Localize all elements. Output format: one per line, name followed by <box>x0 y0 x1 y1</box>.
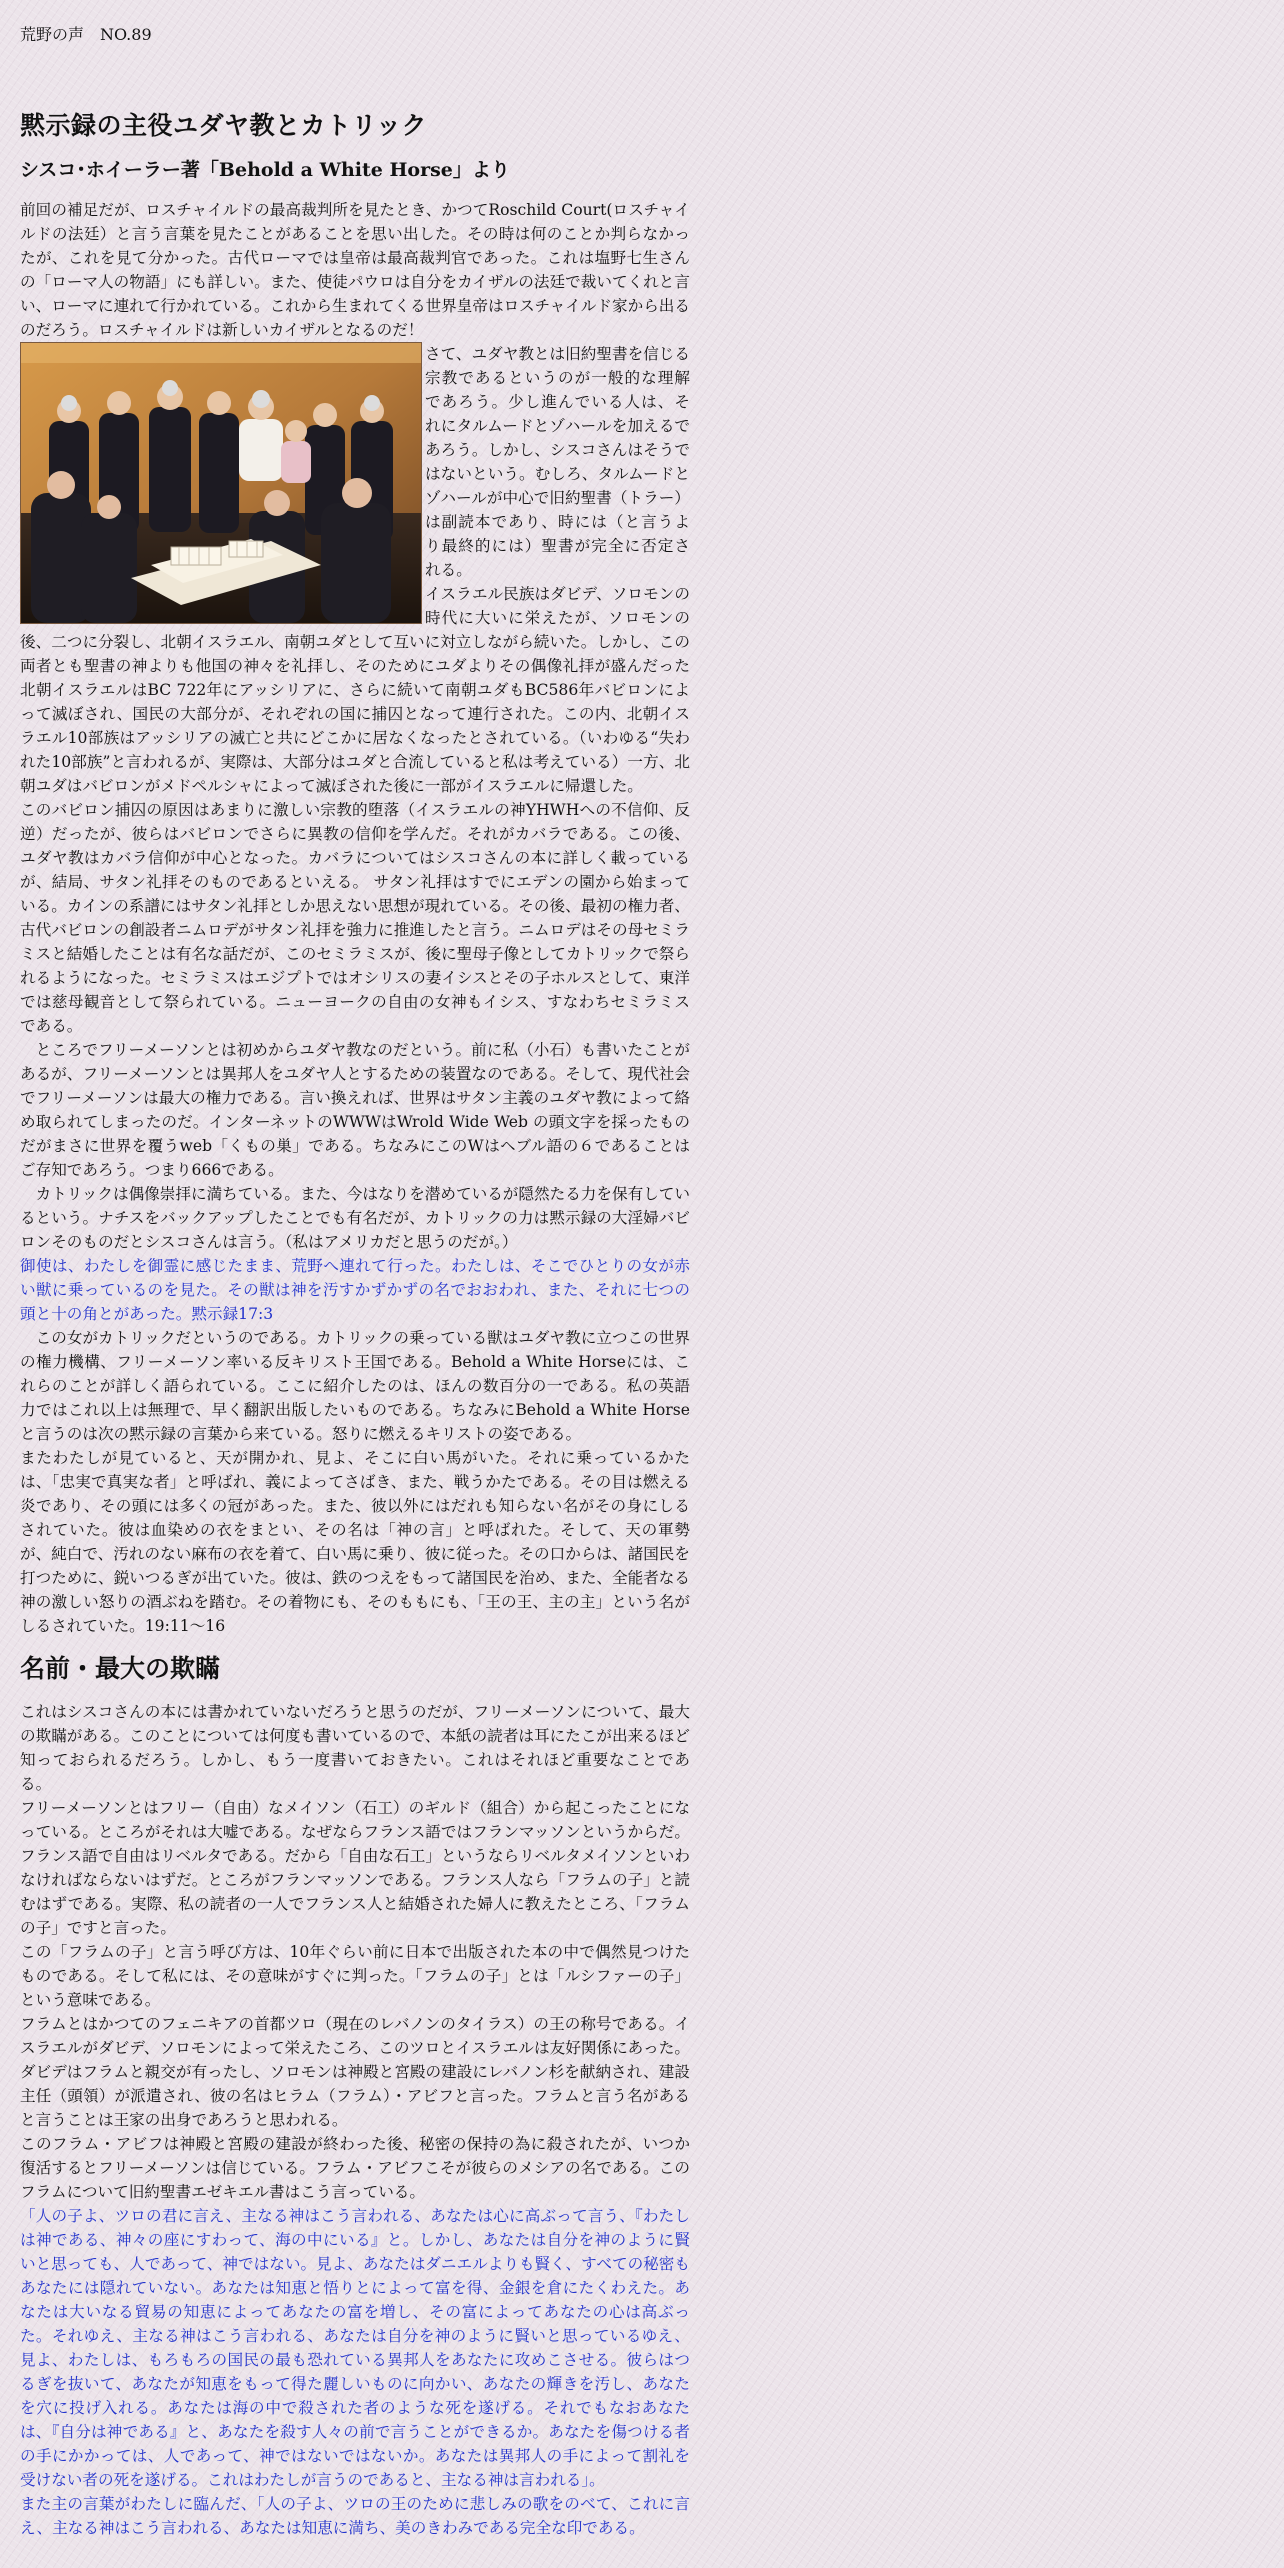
paragraph: 前回の補足だが、ロスチャイルドの最高裁判所を見たとき、かつてRoschild Court(ロスチャイルドの法廷）と言う言葉を見たことがあることを思い出した。その時は何のことか判らなかったが、これを見て分かった。古代ローマでは皇帝は最高裁判官であった。これは塩野七生さんの「ローマ人の物語」にも詳しい。また、使徒パウロは自分をカイザルの法廷で裁いてくれと言い、ローマに連れて行かれている。これから生まれてくる世界皇帝はロスチャイルド家から出るのだろう。ロスチャイルドは新しいカイザルとなるのだ！ <box>20 201 690 339</box>
scripture-quote: また主の言葉がわたしに臨んだ、「人の子よ、ツロの王のために悲しみの歌をのべて、これに言え、主なる神はこう言われる、あなたは知恵に満ち、美のきわみである完全な印である。 <box>20 2495 690 2537</box>
paragraph: ところでフリーメーソンとは初めからユダヤ教なのだという。前に私（小石）も書いたことがあるが、フリーメーソンとは異邦人をユダヤ人とするための装置なのである。そして、現代社会でフリーメーソンは最大の権力である。言い換えれば、世界はサタン主義のユダヤ教によって絡め取られてしまったのだ。インターネットのWWWはWrold Wide Web の頭文字を採ったものだがまさに世界を覆うweb「くもの巣」である。ちなみにこのWはヘブル語の６であることはご存知であろう。つまり666である。 <box>20 1041 690 1179</box>
paragraph: フラムとはかつてのフェニキアの首都ツロ（現在のレバノンのタイラス）の王の称号である。イスラエルがダビデ、ソロモンによって栄えたころ、このツロとイスラエルは友好関係にあった。ダビデはフラムと親交が有ったし、ソロモンは神殿と宮殿の建設にレバノン杉を献納され、建設主任（頭領）が派遣され、彼の名はヒラム（フラム）・アビフと言った。フラムと言う名があると言うことは王家の出身であろうと思われる。 <box>20 2015 690 2129</box>
meeting-photo-image <box>21 343 421 623</box>
scripture-quote: 「人の子よ、ツロの君に言え、主なる神はこう言われる、あなたは心に高ぶって言う、『わたしは神である、神々の座にすわって、海の中にいる』と。しかし、あなたは自分を神のように賢いと思っても、人であって、神ではない。見よ、あなたはダニエルよりも賢く、すべての秘密もあなたには隠れていない。あなたは知恵と悟りとによって富を得、金銀を倉にたくわえた。あなたは大いなる貿易の知恵によってあなたの富を増し、その富によってあなたの心は高ぶった。それゆえ、主なる神はこう言われる、あなたは自分を神のように賢いと思っているゆえ、見よ、わたしは、もろもろの国民の最も恐れている異邦人をあなたに攻めこさせる。彼らはつるぎを抜いて、あなたが知恵をもって得た麗しいものに向かい、あなたの輝きを汚し、あなたを穴に投げ入れる。あなたは海の中で殺された者のような死を遂げる。それでもなおあなたは、『自分は神である』と、あなたを殺す人々の前で言うことができるか。あなたを傷つける者の手にかかっては、人であって、神ではないではないか。あなたは異邦人の手によって割礼を受けない者の死を遂げる。これはわたしが言うのであると、主なる神は言われる」。 <box>20 2207 690 2489</box>
article-body <box>20 198 690 2540</box>
paragraph: これはシスコさんの本には書かれていないだろうと思うのだが、フリーメーソンについて、最大の欺瞞がある。このことについては何度も書いているので、本紙の読者は耳にたこが出来るほど知っておられるだろう。しかし、もう一度書いておきたい。これはそれほど重要なことである。 <box>20 1703 690 1793</box>
page-header-label: 荒野の声 NO.89 <box>20 25 152 44</box>
paragraph: フリーメーソンとはフリー（自由）なメイソン（石工）のギルド（組合）から起こったことになっている。ところがそれは大嘘である。なぜならフランス語ではフランマッソンというからだ。フランス語で自由はリベルタである。だから「自由な石工」というならリベルタメイソンといわなければならないはずだ。ところがフランマッソンである。フランス人なら「フラムの子」と読むはずである。実際、私の読者の一人でフランス人と結婚された婦人に教えたところ、「フラムの子」ですと言った。 <box>20 1799 690 1937</box>
paragraph: この女がカトリックだというのである。カトリックの乗っている獣はユダヤ教に立つこの世界の権力機構、フリーメーソン率いる反キリスト王国である。Behold a White Horseには、これらのことが詳しく語られている。ここに紹介したのは、ほんの数百分の一である。私の英語力ではこれ以上は無理で、早く翻訳出版したいものである。ちなみにBehold a White Horseと言うのは次の黙示録の言葉から来ている。怒りに燃えるキリストの姿である。 <box>20 1329 690 1443</box>
meeting-photo <box>20 342 422 624</box>
paragraph: またわたしが見ていると、天が開かれ、見よ、そこに白い馬がいた。それに乗っているかたは、「忠実で真実な者」と呼ばれ、義によってさばき、また、戦うかたである。その目は燃える炎であり、その頭には多くの冠があった。また、彼以外にはだれも知らない名がその身にしるされていた。彼は血染めの衣をまとい、その名は「神の言」と呼ばれた。そして、天の軍勢が、純白で、汚れのない麻布の衣を着て、白い馬に乗り、彼に従った。その口からは、諸国民を打つために、鋭いつるぎが出ていた。彼は、鉄のつえをもって諸国民を治め、また、全能者なる神の激しい怒りの酒ぶねを踏む。その着物にも、そのももにも、「王の王、主の主」という名がしるされていた。19:11～16 <box>20 1449 690 1635</box>
article-subtitle: シスコ･ホイーラー著「Behold a White Horse」より <box>20 159 510 181</box>
section-title: 名前・最大の欺瞞 <box>20 1654 221 1683</box>
paragraph: このバビロン捕囚の原因はあまりに激しい宗教的堕落（イスラエルの神YHWHへの不信仰、反逆）だったが、彼らはバビロンでさらに異教の信仰を学んだ。それがカバラである。この後、ユダヤ教はカバラ信仰が中心となった。カバラについてはシスコさんの本に詳しく載っているが、結局、サタン礼拝そのものであるといえる。 サタン礼拝はすでにエデンの園から始まっている。カインの系譜にはサタン礼拝としか思えない思想が現れている。その後、最初の権力者、古代バビロンの創設者ニムロデがサタン礼拝を強力に推進したと言う。ニムロデはその母セミラミスと結婚したことは有名な話だが、このセミラミスが、後に聖母子像としてカトリックで祭られるようになった。セミラミスはエジプトではオシリスの妻イシスとその子ホルスとして、東洋では慈母観音として祭られている。ニューヨークの自由の女神もイシス、すなわちセミラミスである。 <box>20 801 690 1035</box>
paragraph: カトリックは偶像崇拝に満ちている。また、今はなりを潜めているが隠然たる力を保有しているという。ナチスをバックアップしたことでも有名だが、カトリックの力は黙示録の大淫婦バビロンそのものだとシスコさんは言う。（私はアメリカだと思うのだが。） <box>20 1185 690 1251</box>
paragraph: この「フラムの子」と言う呼び方は、10年ぐらい前に日本で出版された本の中で偶然見つけたものである。そして私には、その意味がすぐに判った。「フラムの子」とは「ルシファーの子」という意味である。 <box>20 1943 690 2009</box>
paragraph: このフラム・アビフは神殿と宮殿の建設が終わった後、秘密の保持の為に殺されたが、いつか復活するとフリーメーソンは信じている。フラム・アビフこそが彼らのメシアの名である。このフラムについて旧約聖書エゼキエル書はこう言っている。 <box>20 2135 690 2201</box>
article-title: 黙示録の主役ユダヤ教とカトリック <box>20 111 428 140</box>
paragraph: さて、ユダヤ教とは旧約聖書を信じる宗教であるというのが一般的な理解であろう。少し進んでいる人は、それにタルムードとゾハールを加えるであろう。しかし、シスコさんはそうではないという。むしろ、タルムードとゾハールが中心で旧約聖書（トラー）は副読本であり、時には（と言うより最終的には）聖書が完全に否定される。 <box>425 345 690 579</box>
paragraph: イスラエル民族はダビデ、ソロモンの時代に大いに栄えたが、ソロモンの後、二つに分裂し、北朝イスラエル、南朝ユダとして互いに対立しながら続いた。しかし、この両者とも聖書の神よりも他国の神々を礼拝し、そのためにユダよりその偶像礼拝が盛んだった北朝イスラエルはBC 722年にアッシリアに、さらに続いて南朝ユダもBC586年バビロンによって滅ぼされ、国民の大部分が、それぞれの国に捕囚となって連行された。この内、北朝イスラエル10部族はアッシリアの滅亡と共にどこかに居なくなったとされている。（いわゆる“失われた10部族”と言われるが、実際は、大部分はユダと合流していると私は考えている）一方、北朝ユダはバビロンがメドペルシャによって滅ぼされた後に一部がイスラエルに帰還した。 <box>20 585 690 795</box>
scripture-quote: 御使は、わたしを御霊に感じたまま、荒野へ連れて行った。わたしは、そこでひとりの女が赤い獣に乗っているのを見た。その獣は神を汚すかずかずの名でおおわれ、また、それに七つの頭と十の角とがあった。黙示録17:3 <box>20 1257 690 1323</box>
